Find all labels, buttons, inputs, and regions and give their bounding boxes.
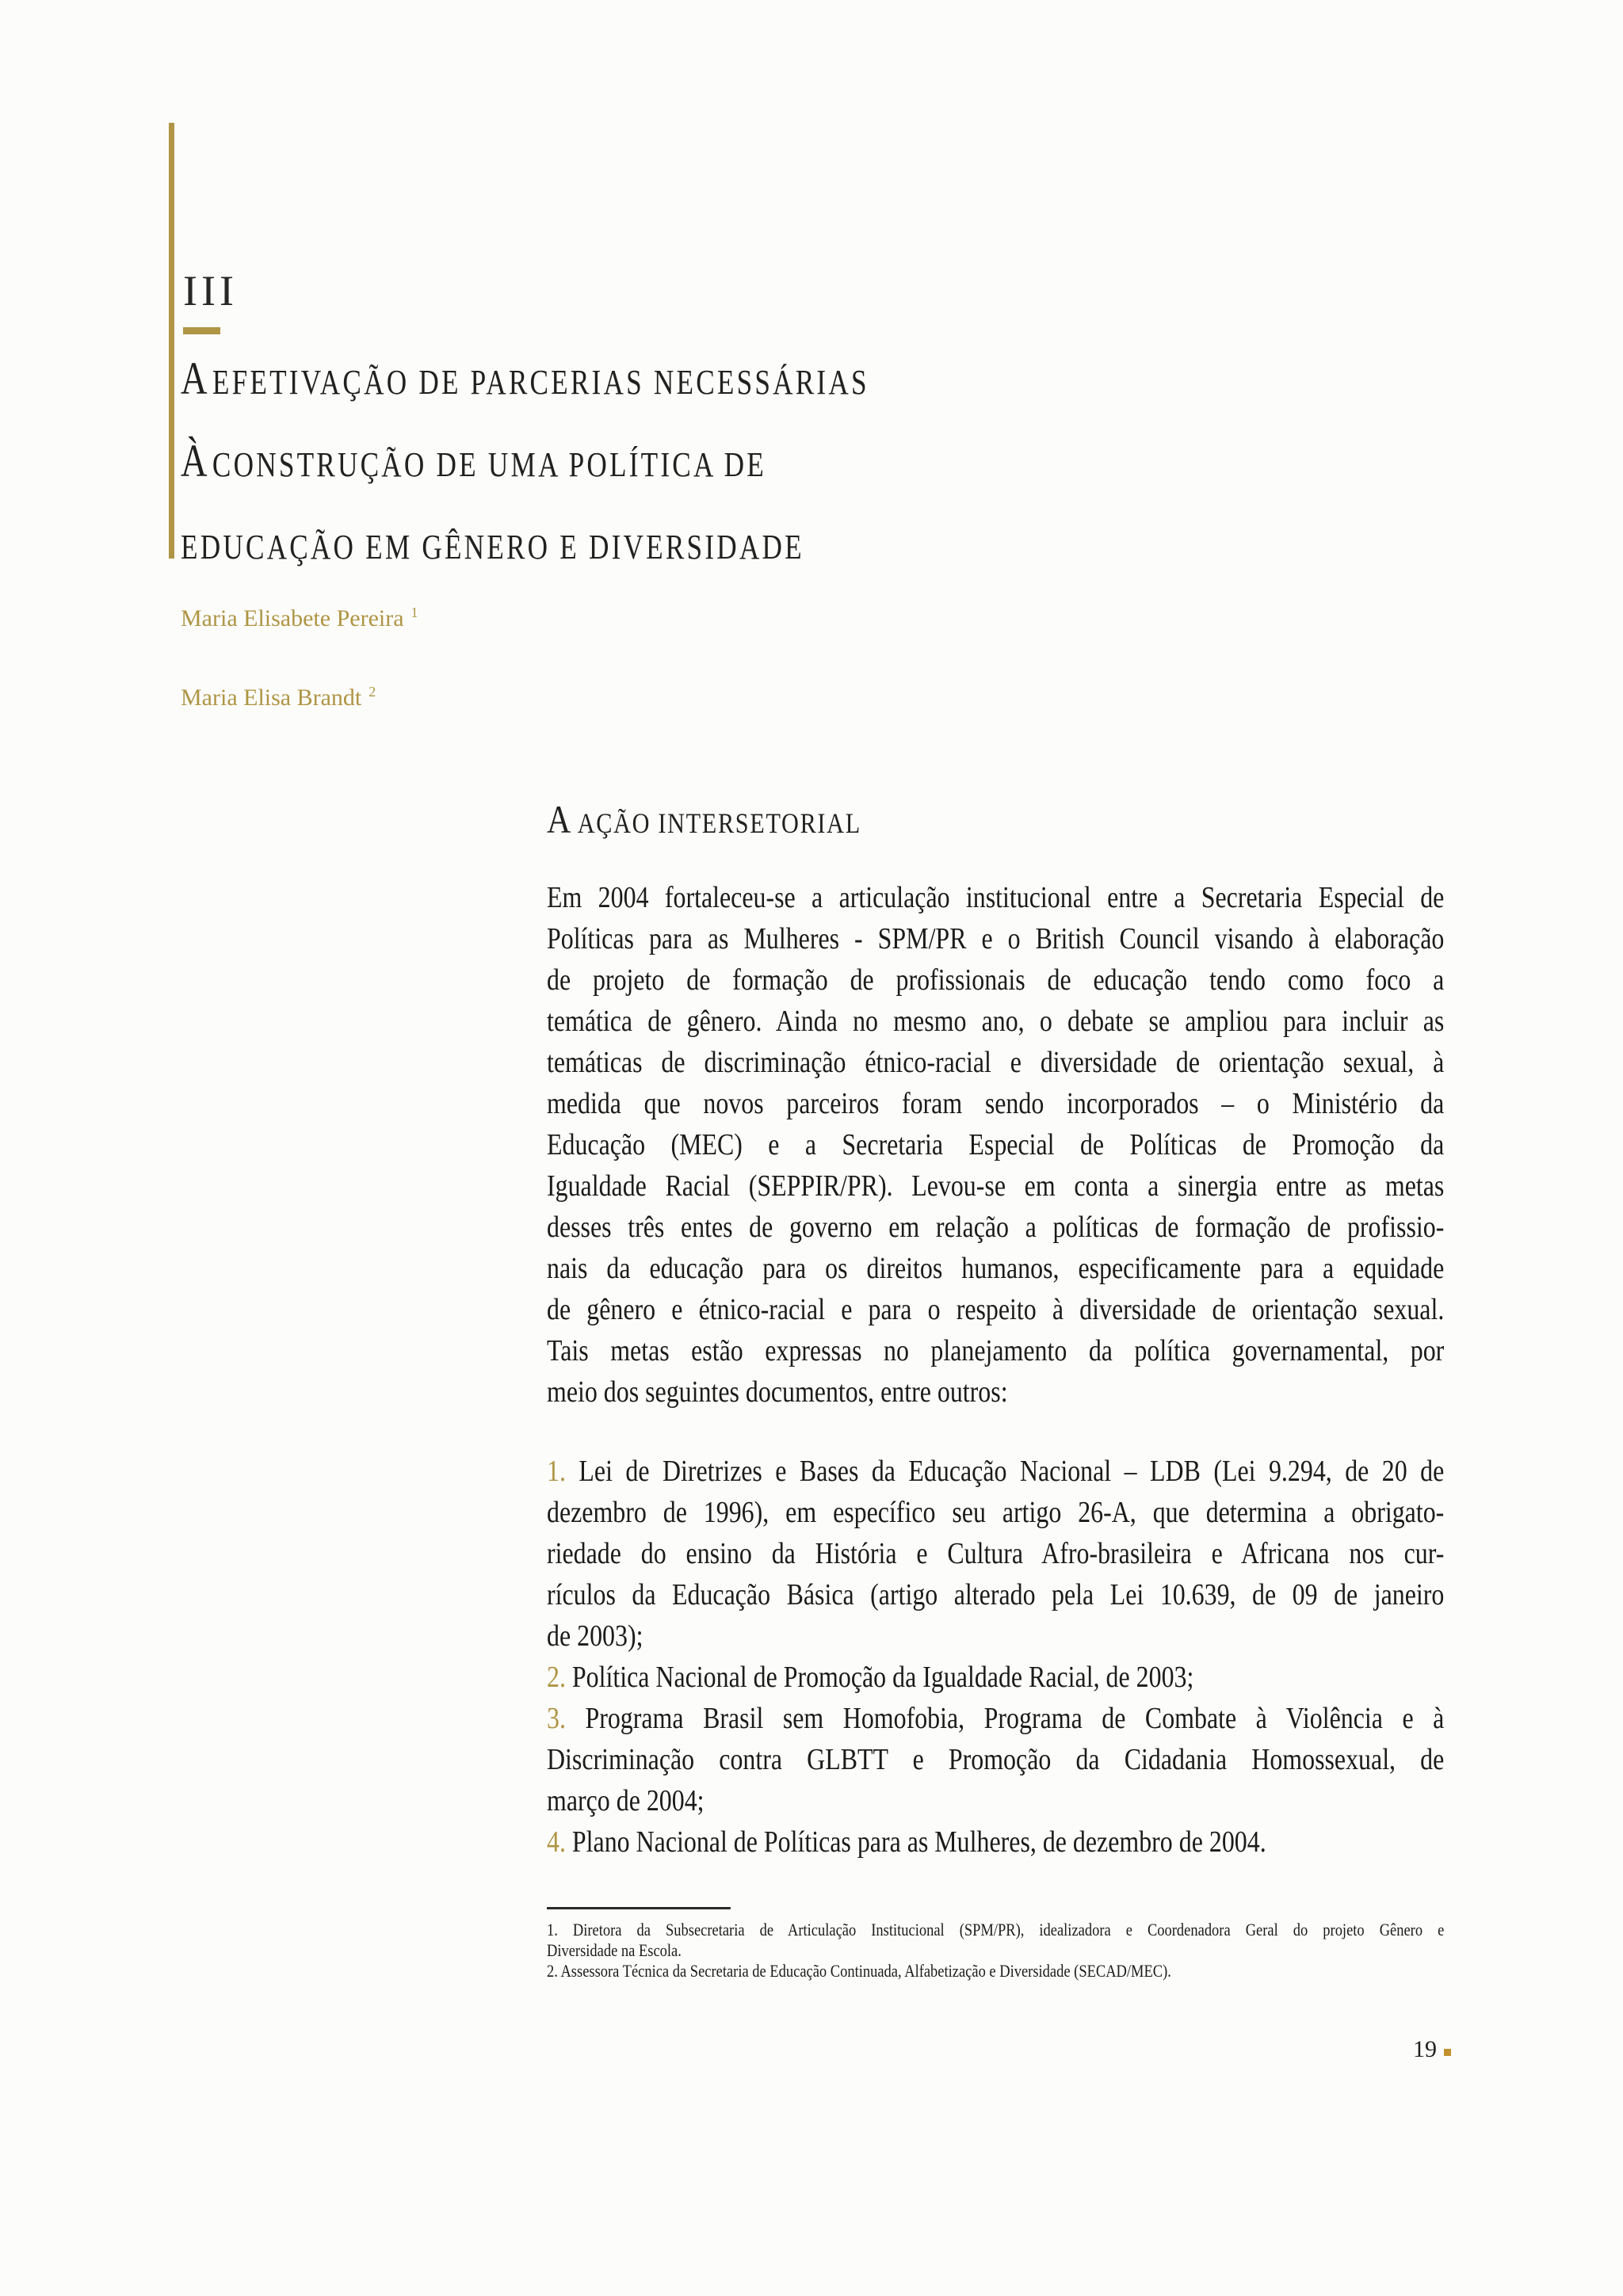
footnotes-block xyxy=(547,1907,1444,1981)
chapter-title-line xyxy=(181,517,1081,566)
text-line: Discriminação contra GLBTT e Promoção da Cidadania Homossexual, de xyxy=(547,1743,1445,1776)
author-name-text: Maria Elisa Brandt xyxy=(181,685,362,711)
title-line-text: CONSTRUÇÃO DE UMA POLÍTICA DE xyxy=(212,445,766,484)
text-line: Políticas para as Mulheres - SPM/PR e o British Council visando à elaboração xyxy=(547,922,1445,955)
author-name xyxy=(181,677,376,712)
footnote xyxy=(547,1961,1444,1981)
list-item-number: 1. xyxy=(547,1455,566,1488)
author-footnote-ref: 1 xyxy=(411,605,418,620)
title-line-text: EDUCAÇÃO EM GÊNERO E DIVERSIDADE xyxy=(181,528,804,566)
list-item xyxy=(547,1821,1444,1863)
author-footnote-ref: 2 xyxy=(369,684,376,700)
numbered-list xyxy=(547,1451,1444,1863)
chapter-title-line xyxy=(181,434,1081,486)
body-paragraph xyxy=(547,877,1444,1413)
text-line: Em 2004 fortaleceu-se a articulação institucional entre a Secretaria Especial de xyxy=(547,881,1445,914)
text-line: Tais metas estão expressas no planejamento da política governamental, por xyxy=(547,1334,1445,1367)
chapter-number: III xyxy=(183,267,238,315)
text-column xyxy=(547,796,1444,1981)
text-line: riedade do ensino da História e Cultura Afro-brasileira e Africana nos cur- xyxy=(547,1537,1445,1570)
text-line: 2. Política Nacional de Promoção da Igualdade Racial, de 2003; xyxy=(547,1661,1194,1694)
text-line: 2. Assessora Técnica da Secretaria de Educação Continuada, Alfabetização e Diversidade (SECAD/MEC). xyxy=(547,1961,1171,1981)
text-line: de projeto de formação de profissionais de educação tendo como foco a xyxy=(547,963,1445,997)
page-number: 19 xyxy=(1413,2036,1437,2062)
section-heading-lead: A xyxy=(547,797,573,841)
text-line: temáticas de discriminação étnico-racial e diversidade de orientação sexual, à xyxy=(547,1046,1445,1079)
chapter-title xyxy=(181,352,1081,599)
title-lead-letter: À xyxy=(181,435,210,486)
footnote-separator-rule xyxy=(547,1907,731,1909)
text-line: 1. Lei de Diretrizes e Bases da Educação Nacional – LDB (Lei 9.294, de 20 de xyxy=(547,1455,1445,1488)
chapter-accent-horizontal-bar xyxy=(183,327,220,334)
text-line: meio dos seguintes documentos, entre outros: xyxy=(547,1375,1008,1409)
chapter-accent-vertical-bar xyxy=(169,123,174,559)
section-heading-text: AÇÃO INTERSETORIAL xyxy=(577,807,861,839)
page-number-block xyxy=(1413,2036,1451,2063)
author-name-text: Maria Elisabete Pereira xyxy=(181,605,404,631)
text-line: rículos da Educação Básica (artigo alterado pela Lei 10.639, de 09 de janeiro xyxy=(547,1578,1445,1611)
list-item-number: 2. xyxy=(547,1661,566,1694)
list-item xyxy=(547,1451,1444,1657)
chapter-title-line xyxy=(181,352,1081,404)
text-line: março de 2004; xyxy=(547,1784,705,1817)
text-line: 4. Plano Nacional de Políticas para as Mulheres, de dezembro de 2004. xyxy=(547,1825,1266,1859)
text-line: de 2003); xyxy=(547,1619,643,1653)
title-line-text: EFETIVAÇÃO DE PARCERIAS NECESSÁRIAS xyxy=(212,363,869,402)
author-name xyxy=(181,598,418,633)
text-line: Igualdade Racial (SEPPIR/PR). Levou-se em conta a sinergia entre as metas xyxy=(547,1169,1445,1203)
text-line: desses três entes de governo em relação a políticas de formação de profissio- xyxy=(547,1211,1445,1244)
text-line: Diversidade na Escola. xyxy=(547,1940,682,1960)
list-item xyxy=(547,1657,1444,1698)
text-line: Educação (MEC) e a Secretaria Especial de Políticas de Promoção da xyxy=(547,1128,1445,1161)
list-item xyxy=(547,1698,1444,1821)
footnote xyxy=(547,1920,1444,1961)
page-marker-square xyxy=(1444,2049,1451,2056)
list-item-number: 3. xyxy=(547,1702,566,1735)
text-line: 1. Diretora da Subsecretaria de Articulação Institucional (SPM/PR), idealizadora e Coordenadora Geral do projeto Gênero e xyxy=(547,1920,1445,1939)
text-line: dezembro de 1996), em específico seu artigo 26-A, que determina a obrigato- xyxy=(547,1496,1445,1529)
title-lead-letter: A xyxy=(181,353,210,404)
text-line: nais da educação para os direitos humanos, especificamente para a equidade xyxy=(547,1252,1445,1285)
list-item-number: 4. xyxy=(547,1825,566,1859)
text-line: medida que novos parceiros foram sendo incorporados – o Ministério da xyxy=(547,1087,1445,1120)
section-heading xyxy=(547,796,1444,841)
text-line: de gênero e étnico-racial e para o respeito à diversidade de orientação sexual. xyxy=(547,1293,1445,1326)
text-line: temática de gênero. Ainda no mesmo ano, o debate se ampliou para incluir as xyxy=(547,1005,1445,1038)
text-line: 3. Programa Brasil sem Homofobia, Programa de Combate à Violência e à xyxy=(547,1702,1445,1735)
